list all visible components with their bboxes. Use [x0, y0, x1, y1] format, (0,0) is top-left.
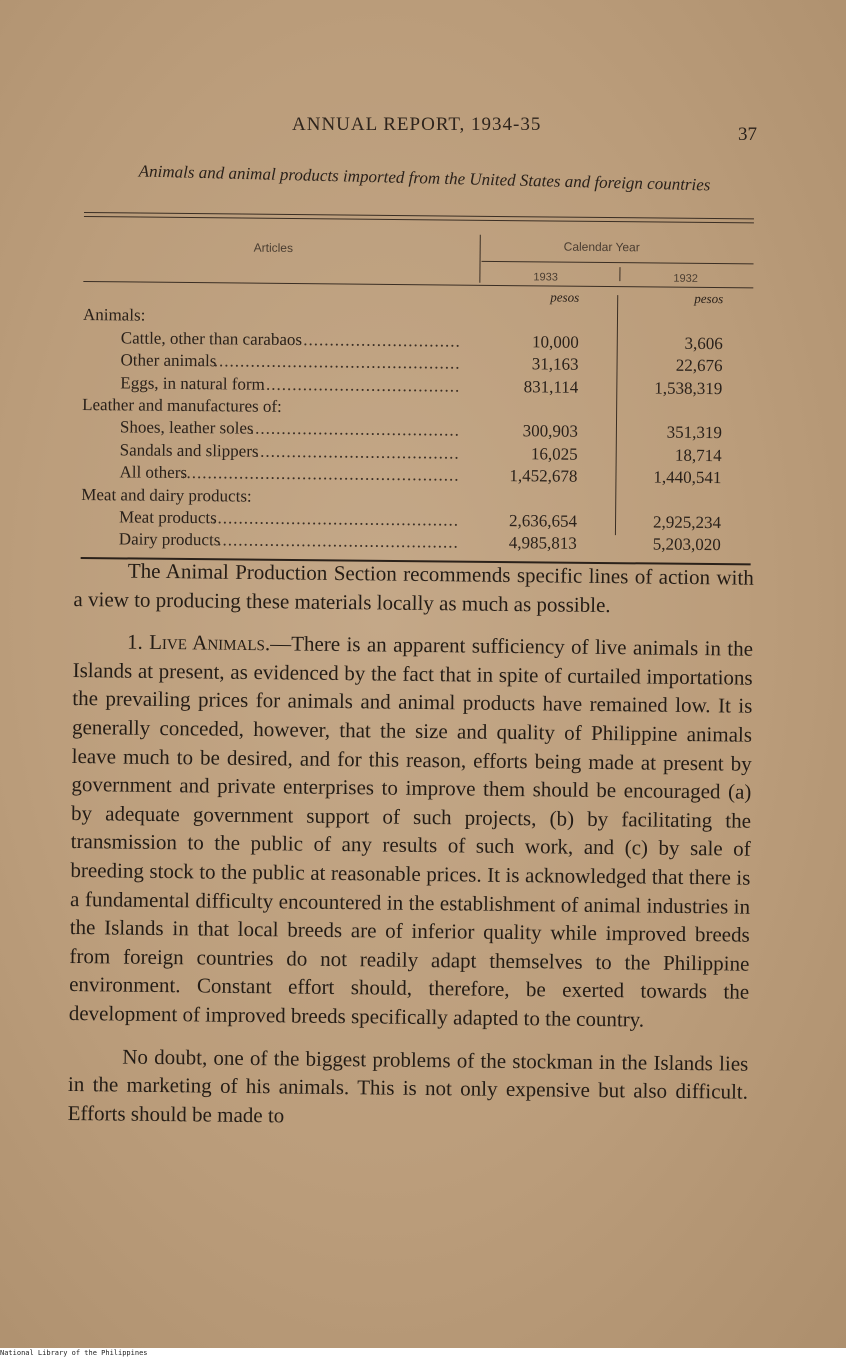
- leader-dots: .....................................................: [181, 463, 460, 485]
- value-1932: 22,676: [675, 355, 723, 376]
- row-label: Dairy products: [118, 529, 221, 550]
- row-label: Other animals: [120, 350, 217, 371]
- table-header: [83, 217, 754, 285]
- column-header-1932: 1932: [673, 272, 698, 285]
- value-1933: 31,163: [531, 354, 579, 374]
- paragraph-live-animals: [69, 627, 753, 1035]
- row-label: Eggs, in natural form: [120, 372, 265, 394]
- row-label: Animals:: [82, 305, 146, 325]
- paragraph-intro: The Animal Production Section recommends specific lines of action with a view to producing these materials locally as much as possible.: [73, 558, 754, 617]
- column-header-articles: Articles: [253, 240, 294, 256]
- column-header-1933: 1933: [533, 271, 558, 284]
- value-1933: 16,025: [530, 444, 578, 464]
- row-label: Meat products: [118, 507, 217, 528]
- paragraph-marketing: No doubt, one of the biggest problems of the stockman in the Islands lies in the marketing of his animals. This is not only expensive but also difficult. Efforts should be made to: [67, 1044, 749, 1128]
- header-divider: [479, 235, 480, 283]
- value-1932: 1,440,541: [653, 467, 722, 488]
- running-title: ANNUAL REPORT, 1934-35: [292, 114, 542, 135]
- value-1933: 300,903: [522, 421, 579, 442]
- row-label: Meat and dairy products:: [81, 484, 252, 506]
- value-1933: 4,985,813: [508, 533, 577, 554]
- value-1932: 5,203,020: [652, 534, 721, 555]
- leader-dots: .......................................: [254, 441, 460, 463]
- leader-dots: ..............................................: [217, 530, 459, 552]
- page-number: 37: [738, 124, 757, 145]
- value-1932: 2,925,234: [652, 512, 722, 533]
- leader-dots: ...............................................: [212, 508, 460, 530]
- value-1933: 1,452,678: [509, 466, 578, 486]
- table-body: [81, 282, 754, 557]
- row-label: Sandals and slippers: [119, 440, 259, 461]
- body-text: [67, 556, 754, 1149]
- row-label: Shoes, leather soles: [119, 417, 254, 438]
- leader-dots: ........................................: [249, 418, 461, 440]
- value-1932: 3,606: [684, 333, 723, 353]
- subheader-divider: [619, 267, 620, 281]
- leader-dots: ...............................................: [213, 351, 461, 373]
- units-1933: pesos: [550, 289, 580, 305]
- units-1932: pesos: [694, 290, 724, 307]
- leader-dots: ......................................: [260, 374, 461, 396]
- footer-credit: National Library of the Philippines: [0, 1349, 148, 1357]
- imports-table: [81, 212, 754, 565]
- section-text: —There is an apparent sufficiency of live animals in the Islands at present, as evidenced by the fact that in spite of curtailed importations the prevailing prices for animals and animal products have remained low. It is generally conceded, however, that the size and quality of Philippine animals leave much to be desired, and for this reason, efforts being made at present by government and private enterprises to improve them should be encouraged (a) by adequate government support of such projects, (b) by facilitating the transmission to the public of any results of such work, and (c) by sale of breeding stock to the public at reasonable prices. It is acknowledged that there is a fundamental difficulty encountered in the establishment of animal industries in the Islands in that local breeds are of inferior quality while improved breeds from foreign countries do not readily adapt themselves to the Philippine environment. Constant effort should, therefore, be exerted towards the development of improved breeds specifically adapted to the country.: [68, 631, 754, 1032]
- section-heading: Live Animals.: [149, 630, 271, 656]
- value-1932: 351,319: [666, 422, 722, 443]
- section-number: 1.: [126, 629, 150, 655]
- row-label: Leather and manufactures of:: [82, 394, 282, 416]
- leader-dots: ..............................: [303, 329, 461, 351]
- value-1933: 831,114: [523, 376, 579, 397]
- value-1932: 18,714: [674, 445, 722, 465]
- row-label: Cattle, other than carabaos: [120, 328, 303, 349]
- value-1933: 2,636,654: [508, 511, 578, 531]
- value-1933: 10,000: [531, 332, 579, 352]
- column-header-calendar-year: Calendar Year: [563, 239, 640, 255]
- footer-strip: [0, 1348, 846, 1358]
- table-caption: Animals and animal products imported from the United States and foreign countries: [138, 161, 711, 195]
- row-label: All others: [119, 462, 188, 483]
- value-1932: 1,538,319: [654, 378, 723, 398]
- subheader-rule: [482, 261, 754, 265]
